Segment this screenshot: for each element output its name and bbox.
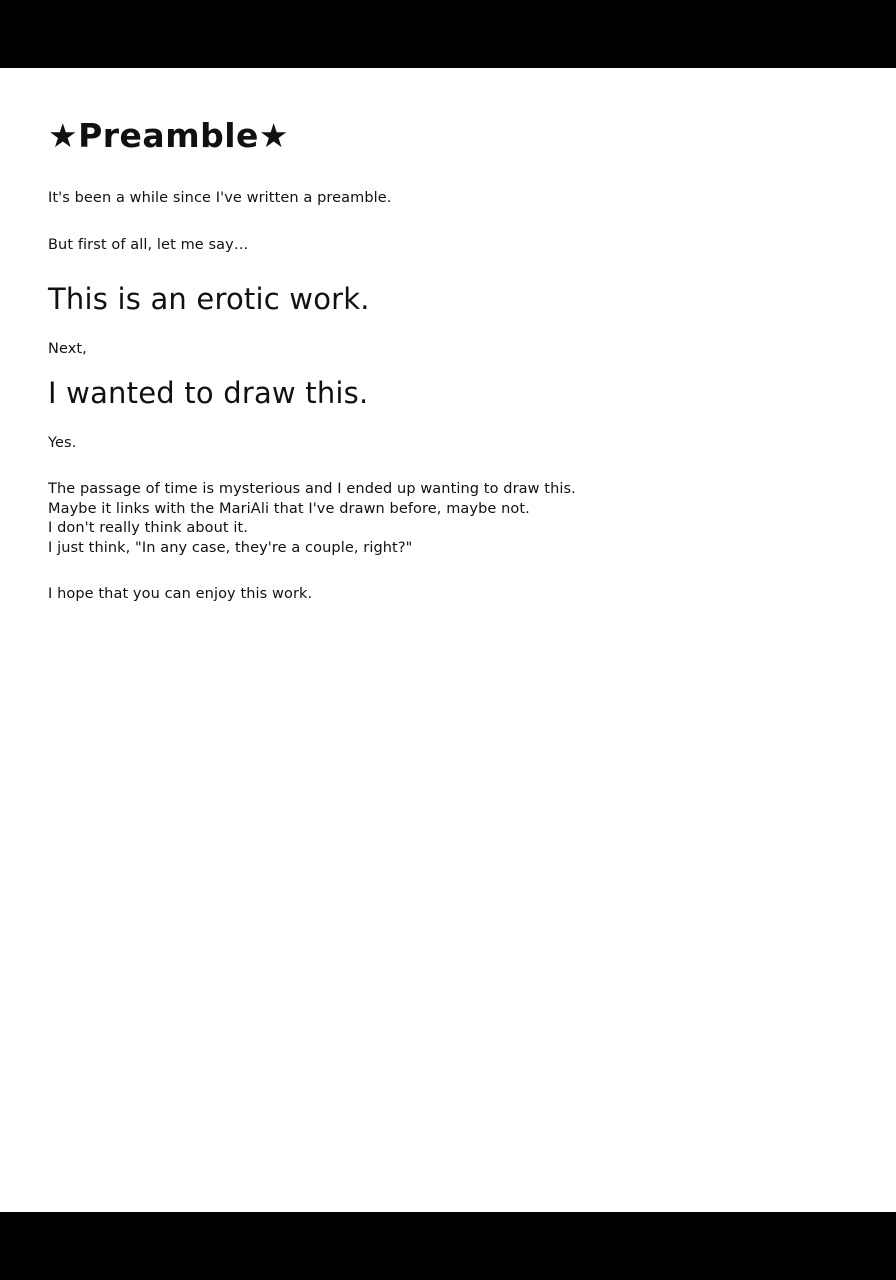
statement-erotic-work: This is an erotic work.: [48, 282, 370, 317]
yes-label: Yes.: [48, 434, 77, 451]
page-sheet: [0, 68, 896, 1212]
body-line: I just think, "In any case, they're a couple, right?": [48, 539, 413, 556]
statement-wanted-to-draw: I wanted to draw this.: [48, 376, 369, 411]
bottom-black-band: [0, 1212, 896, 1280]
body-line: The passage of time is mysterious and I ended up wanting to draw this.: [48, 480, 576, 497]
body-line: I don't really think about it.: [48, 520, 248, 537]
closing-paragraph: I hope that you can enjoy this work.: [48, 586, 313, 603]
body-line: Maybe it links with the MariAli that I've drawn before, maybe not.: [48, 500, 530, 517]
intro-paragraph-1: It's been a while since I've written a preamble.: [48, 190, 392, 207]
page-title: ★Preamble★: [48, 116, 289, 155]
intro-paragraph-2: But first of all, let me say…: [48, 237, 249, 254]
document-content: [48, 118, 848, 605]
next-label: Next,: [48, 341, 87, 358]
top-black-band: [0, 0, 896, 68]
body-paragraph: [48, 480, 848, 558]
